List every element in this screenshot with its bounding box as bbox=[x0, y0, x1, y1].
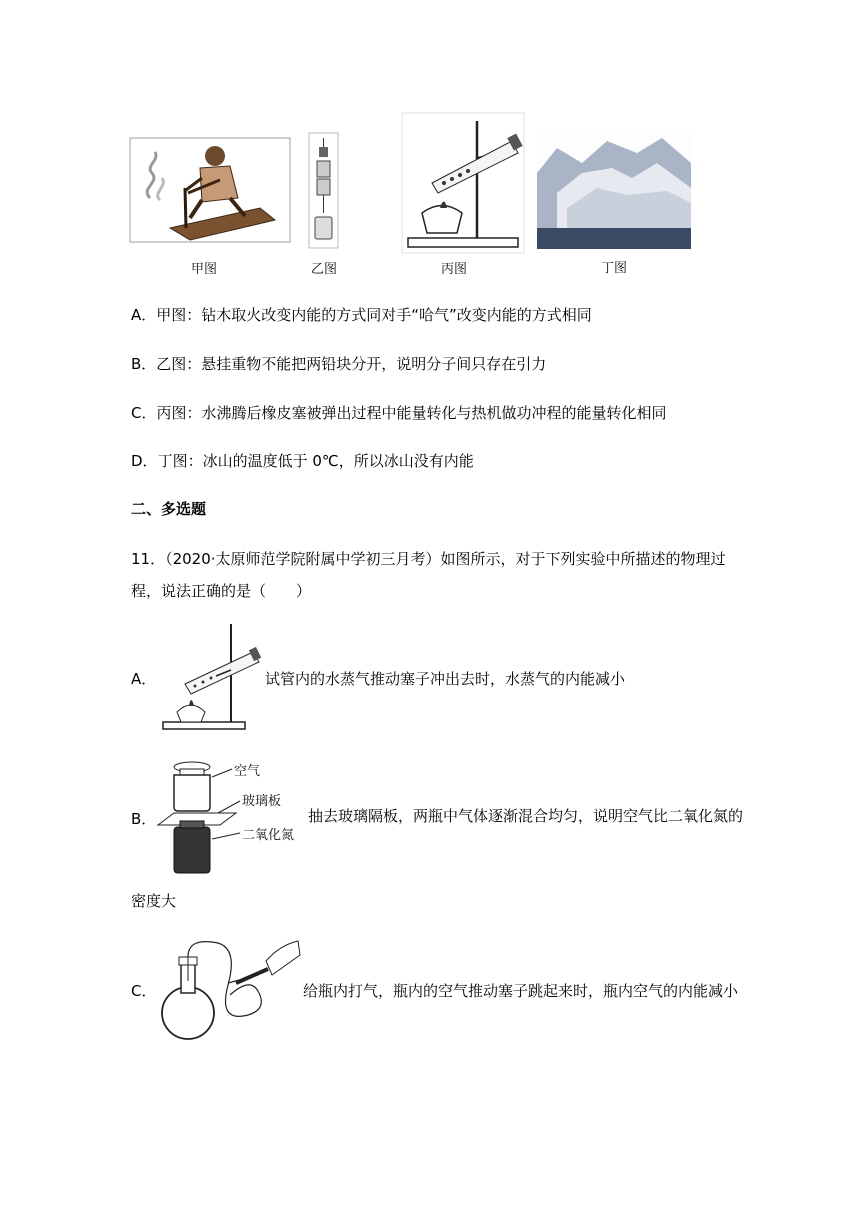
option-text: 丁图：冰山的温度低于 0℃，所以冰山没有内能 bbox=[157, 452, 474, 470]
option-label: C． bbox=[131, 404, 157, 422]
q11-stem-line2: 程，说法正确的是（ ） bbox=[131, 582, 312, 600]
option-text: 丙图：水沸腾后橡皮塞被弹出过程中能量转化与热机做功冲程的能量转化相同 bbox=[156, 404, 667, 422]
caption-jia: 甲图 bbox=[190, 262, 217, 277]
figure-drill-wood bbox=[130, 138, 290, 242]
q11-option-a-label: A． bbox=[131, 670, 157, 688]
q10-option-a bbox=[131, 304, 592, 326]
figure-test-tube-small bbox=[161, 622, 263, 732]
label-no2: 二氧化氮 bbox=[242, 828, 295, 843]
caption-ding: 丁图 bbox=[600, 261, 627, 276]
q11-option-b-text: 抽去玻璃隔板，两瓶中气体逐渐混合均匀，说明空气比二氧化氮的 bbox=[308, 807, 744, 825]
section-title: 二、多选题 bbox=[131, 500, 207, 518]
q11-option-c-label: C． bbox=[131, 982, 157, 1000]
label-glass: 玻璃板 bbox=[242, 794, 282, 809]
option-text: 甲图：钻木取火改变内能的方式同对手“哈气”改变内能的方式相同 bbox=[156, 306, 592, 324]
option-label: B． bbox=[131, 355, 157, 373]
option-label: A． bbox=[131, 306, 157, 324]
q11-option-c-text: 给瓶内打气，瓶内的空气推动塞子跳起来时，瓶内空气的内能减小 bbox=[303, 982, 739, 1000]
label-air: 空气 bbox=[234, 764, 261, 779]
q10-option-d bbox=[131, 450, 474, 472]
q11-option-a-text: 试管内的水蒸气推动塞子冲出去时，水蒸气的内能减小 bbox=[265, 670, 626, 688]
caption-bing: 丙图 bbox=[440, 262, 467, 277]
q10-option-c bbox=[131, 402, 667, 424]
figure-iceberg bbox=[537, 133, 691, 249]
q10-option-b bbox=[131, 353, 546, 375]
caption-yi: 乙图 bbox=[310, 262, 337, 277]
figure-gas-jars bbox=[156, 755, 306, 875]
figure-lead-blocks bbox=[309, 133, 338, 248]
q11-option-b-label: B． bbox=[131, 810, 157, 828]
q11-option-b-text-cont: 密度大 bbox=[131, 892, 177, 910]
q11-stem-line1: 11．（2020·太原师范学院附属中学初三月考）如图所示，对于下列实验中所描述的物理过 bbox=[131, 550, 726, 568]
option-label: D． bbox=[131, 452, 158, 470]
figure-flask-pump bbox=[158, 935, 302, 1045]
option-text: 乙图：悬挂重物不能把两铅块分开，说明分子间只存在引力 bbox=[156, 355, 547, 373]
figure-test-tube-stand bbox=[402, 113, 524, 253]
